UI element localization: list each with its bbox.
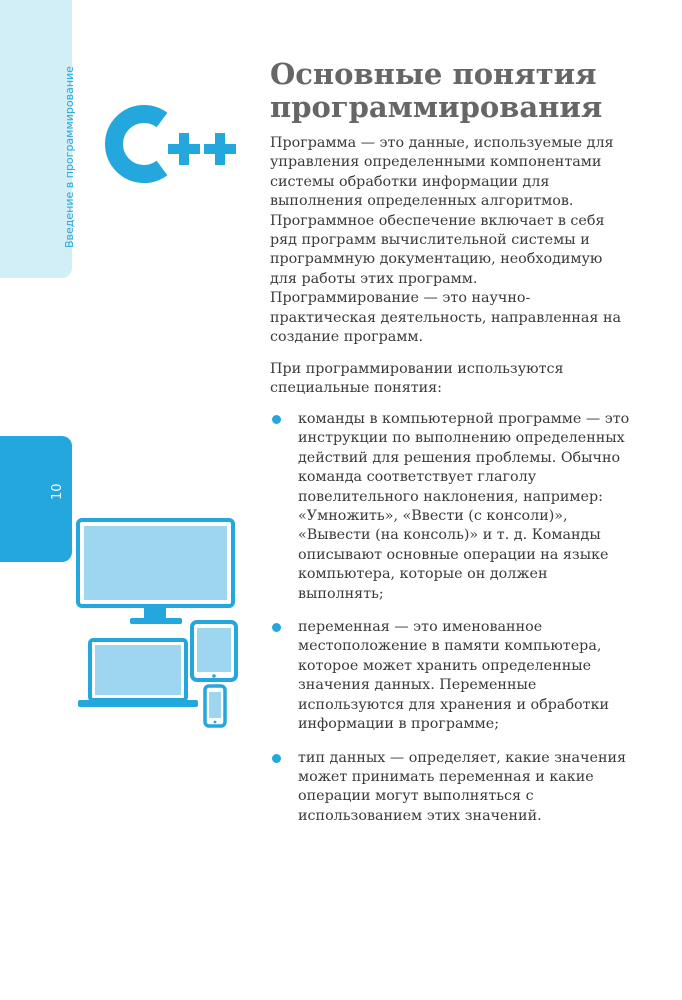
- tablet-icon: [192, 622, 236, 680]
- monitor-icon: [78, 520, 233, 624]
- concepts-list: [270, 410, 630, 840]
- bullet-dot-icon: [272, 415, 281, 424]
- section-label: Введение в программирование: [63, 66, 76, 248]
- list-item-text: команды в компьютерной программе — это инструкции по выполнению определенных действий для решения проблемы. Обычно команда соответствует глаголу повелительного наклонения, например: «Умножить», «Ввести (с консоли)», «Вывести (на консоль)» и т. д. Команды описывают основные операции на языке компьютера, которые он должен выполнять;: [298, 411, 630, 602]
- list-item-text: тип данных — определяет, какие значения может принимать переменная и какие операции могут выполняться с использованием этих значений.: [298, 749, 627, 824]
- laptop-icon: [78, 640, 198, 707]
- page-title: Основные понятия программирования: [270, 57, 603, 124]
- phone-icon: [205, 686, 225, 726]
- page-number: 10: [50, 483, 65, 500]
- concepts-intro-paragraph: При программировании используются специальные понятия:: [270, 361, 564, 397]
- list-item: [270, 410, 630, 604]
- bullet-dot-icon: [272, 754, 281, 763]
- section-tab-label-wrap: [0, 0, 76, 278]
- intro-paragraph: Программа — это данные, используемые для управления определенными компонентами системы обработки информации для выполнения определенных алгоритмов. Программное обеспечение включает в себя ряд программ вычислительной системы и программную документацию, необходимую для работы этих программ. Программирование — это научно-практическая деятельность, направленная на создание программ.: [270, 135, 622, 346]
- cpp-logo-icon: [100, 104, 240, 184]
- list-item: [270, 749, 630, 827]
- list-item-text: переменная — это именованное местоположение в памяти компьютера, которое может хранить определенные значения данных. Переменные используются для хранения и обработки информации в программе;: [298, 619, 610, 733]
- bullet-dot-icon: [272, 623, 281, 632]
- devices-illustration: [76, 518, 246, 733]
- list-item: [270, 618, 630, 734]
